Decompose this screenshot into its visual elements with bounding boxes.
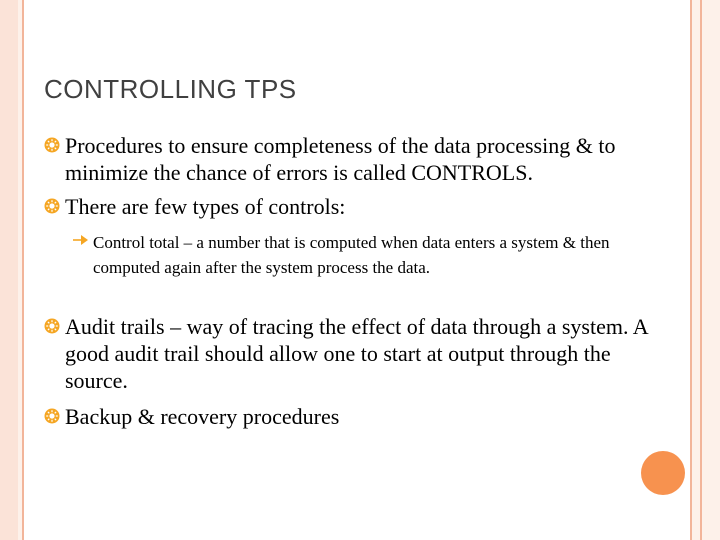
bullet-text: Procedures to ensure completeness of the data processing & to minimize the chance of errors is called CONTROLS. bbox=[65, 133, 616, 185]
bullet-item bbox=[44, 132, 664, 186]
left-frame-band bbox=[0, 0, 18, 540]
arrow-bullet-icon bbox=[72, 233, 90, 247]
right-frame-band bbox=[690, 0, 720, 540]
sun-bullet-icon bbox=[44, 408, 60, 424]
bullet-text: Audit trails – way of tracing the effect of data through a system. A good audit trail should allow one to start at output through the source. bbox=[65, 314, 648, 393]
bullet-text: Backup & recovery procedures bbox=[65, 404, 340, 429]
bullet-item bbox=[44, 403, 664, 430]
sun-bullet-icon bbox=[44, 137, 60, 153]
bullet-item bbox=[44, 313, 664, 394]
bullet-item bbox=[44, 193, 664, 220]
right-frame-rule-outer bbox=[700, 0, 702, 540]
sun-bullet-icon bbox=[44, 198, 60, 214]
decorative-orange-circle bbox=[641, 451, 685, 495]
sun-bullet-icon bbox=[44, 318, 60, 334]
sub-bullet-item bbox=[72, 230, 632, 280]
bullet-text: There are few types of controls: bbox=[65, 194, 346, 219]
left-frame-rule bbox=[22, 0, 24, 540]
sub-bullet-text: Control total – a number that is computed when data enters a system & then computed again after the system process the data. bbox=[93, 233, 610, 277]
right-frame-rule-inner bbox=[690, 0, 692, 540]
slide-title: CONTROLLING TPS bbox=[44, 74, 297, 104]
